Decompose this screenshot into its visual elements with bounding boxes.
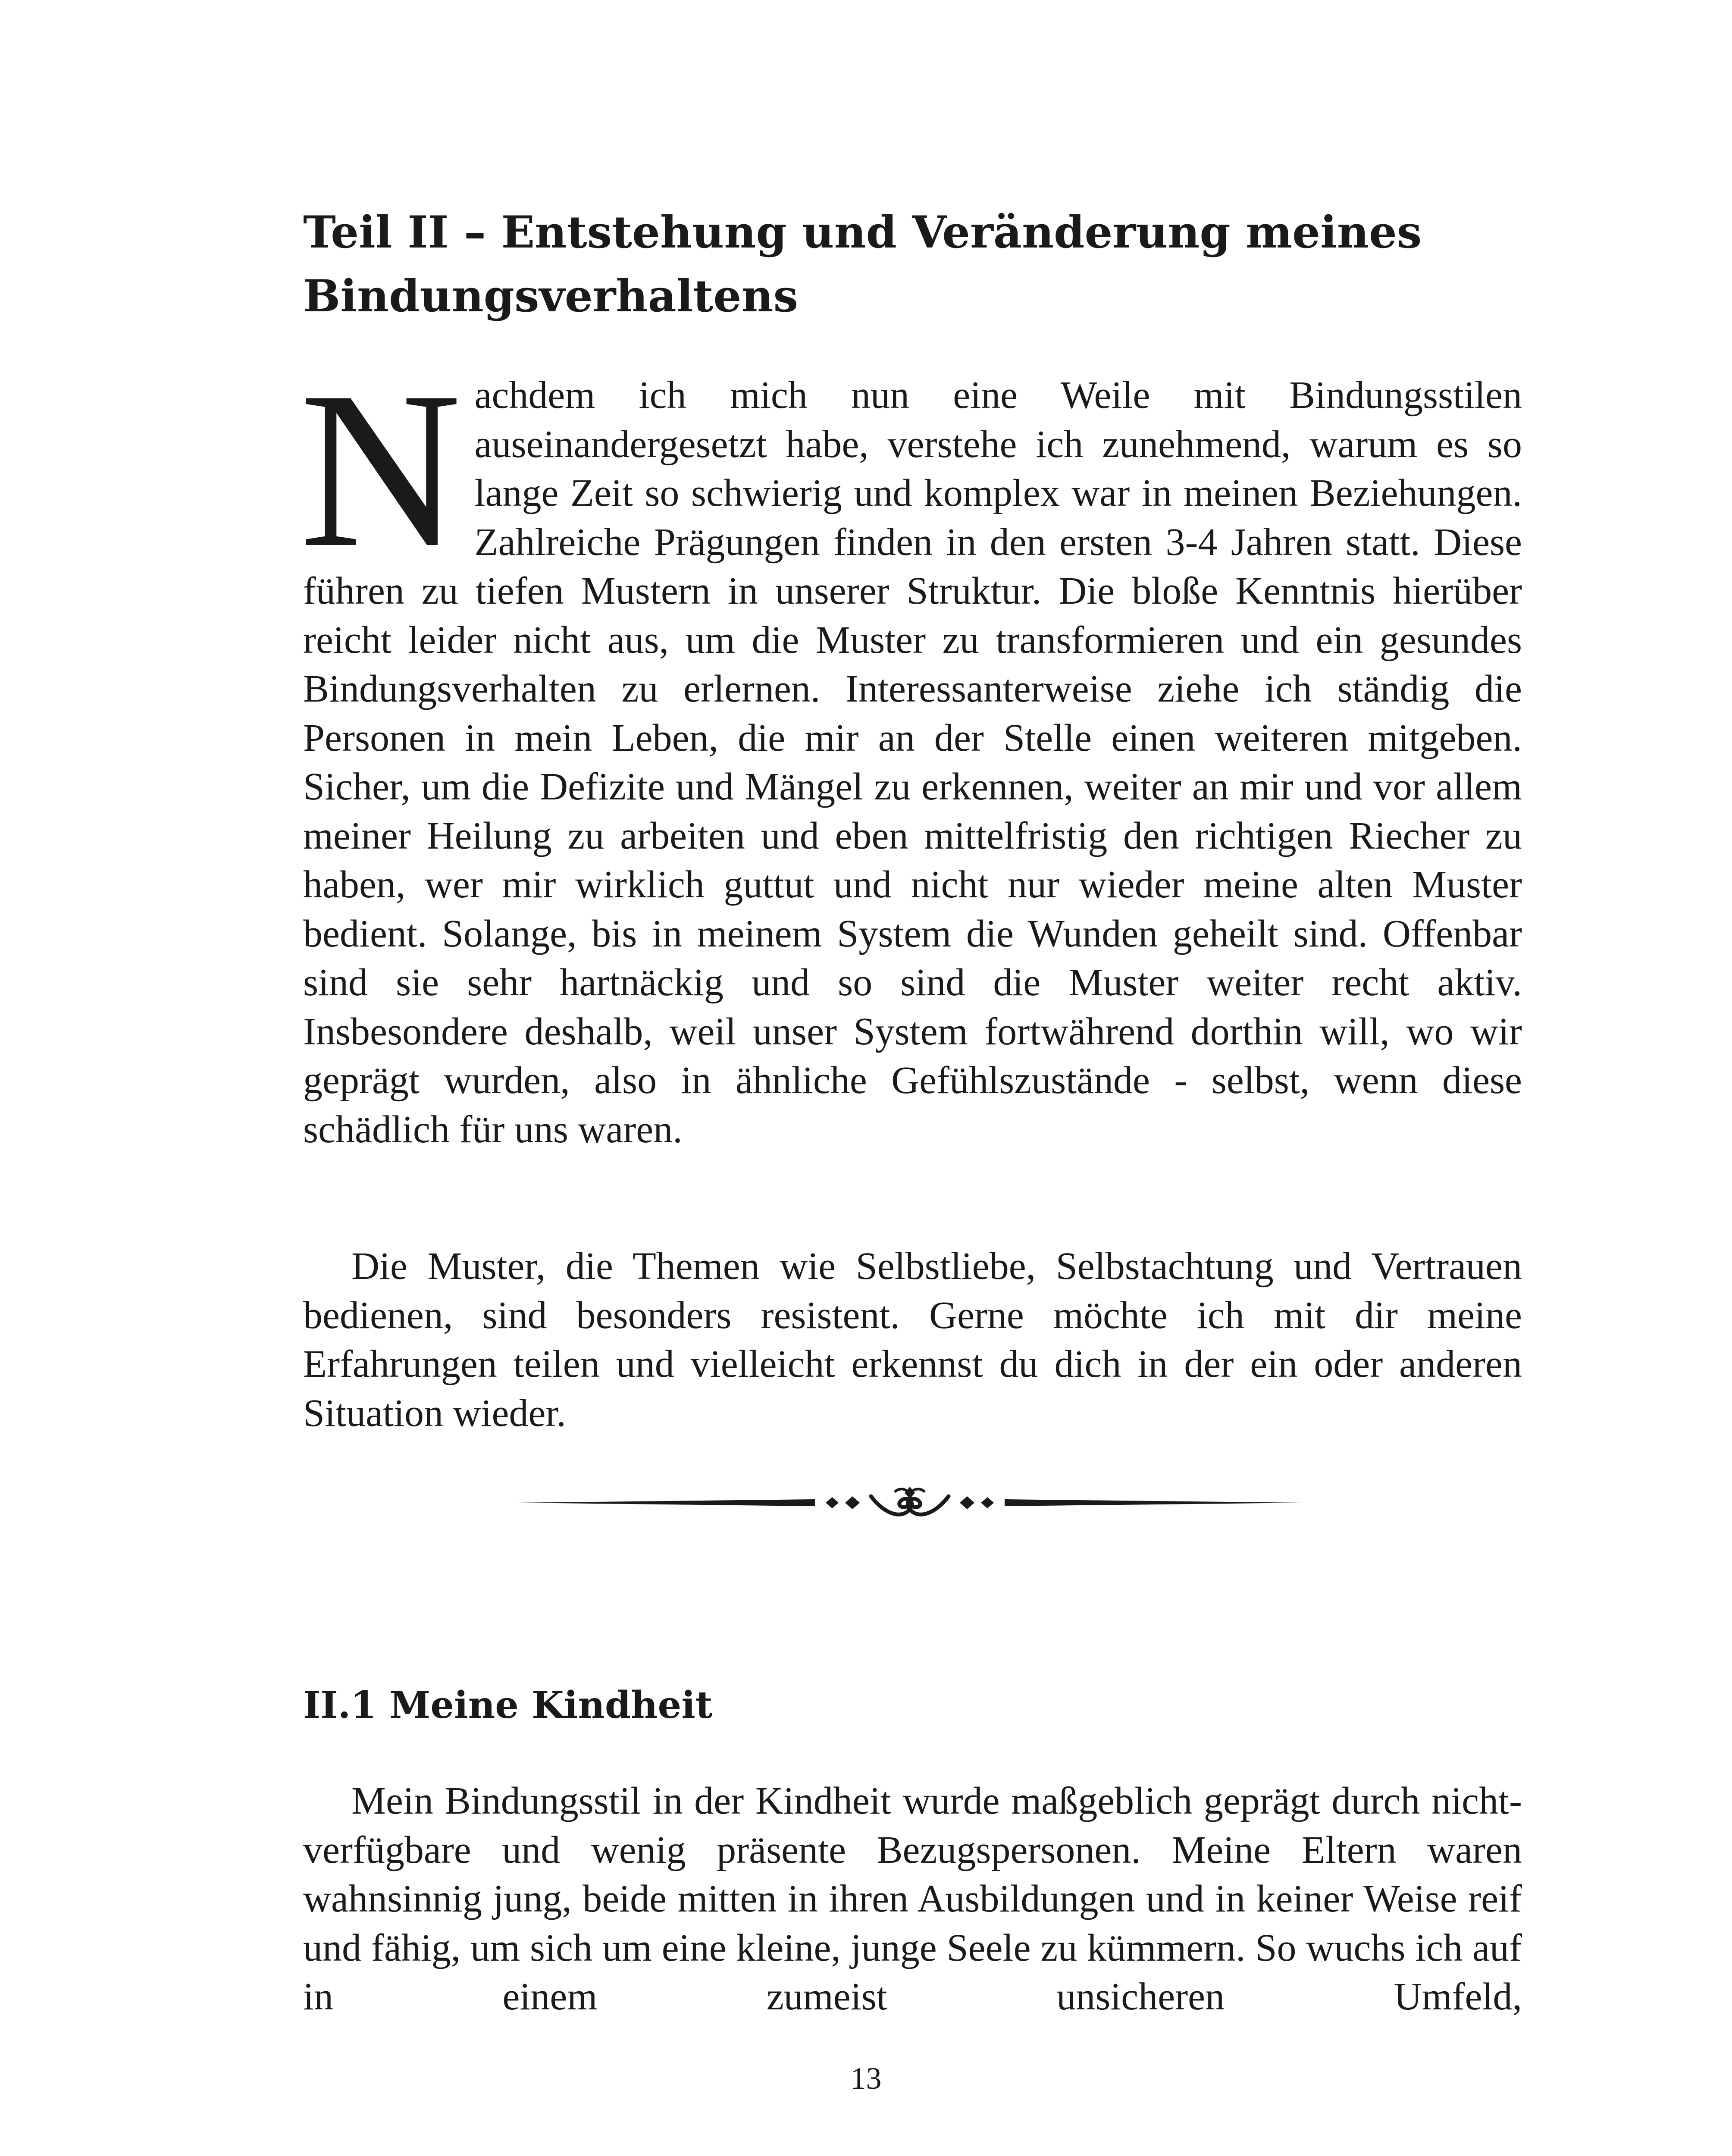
section-heading: II.1 Meine Kindheit <box>303 1683 713 1727</box>
intro-paragraph-1-text: achdem ich mich nun eine Weile mit Bindungsstilen auseinandergesetzt habe, verstehe ich zunehmend, warum es so lange Zeit so schwierig und komplex war in meinen Beziehungen. Zahlreiche Prägungen finden in den ersten 3-4 Jahren statt. Diese führen zu tiefen Mustern in unserer Struktur. Die bloße Kenntnis hierüber reicht leider nicht aus, um die Muster zu transformieren und ein gesundes Bindungsverhalten zu erlernen. Interessanterweise ziehe ich ständig die Personen in mein Leben, die mir an der Stelle einen weiteren mitgeben. Sicher, um die Defizite und Mängel zu erkennen, weiter an mir und vor allem meiner Heilung zu arbeiten und eben mittelfristig den richtigen Riecher zu haben, wer mir wirklich guttut und nicht nur wieder meine alten Muster bedient. Solange, bis in meinem System die Wunden geheilt sind. Offenbar sind sie sehr hartnäckig und so sind die Muster weiter recht aktiv. Insbesondere deshalb, weil unser System fortwährend dorthin will, wo wir geprägt wurden, also in ähnliche Gefühlszustände - selbst, wenn diese schädlich für uns waren. <box>303 374 1522 1151</box>
intro-paragraph-1 <box>300 346 1522 1154</box>
drop-cap: N <box>300 346 462 594</box>
intro-paragraph-2: Die Muster, die Themen wie Selbstliebe, Selbstachtung und Vertrauen bedienen, sind besonders resistent. Gerne möchte ich mit dir meine Erfahrungen teilen und vielleicht erkennst du dich in der ein oder anderen Situation wieder. <box>303 1245 1522 1435</box>
chapter-title: Teil II – Entstehung und Veränderung meines Bindungsverhaltens <box>303 207 1422 322</box>
page-number: 13 <box>850 2061 882 2096</box>
section-paragraph: Mein Bindungsstil in der Kindheit wurde maßgeblich geprägt durch nicht-verfügbare und wenig präsente Bezugspersonen. Meine Eltern waren wahnsinnig jung, beide mitten in ihren Ausbildungen und in keiner Weise reif und fähig, um sich um eine kleine, junge Seele zu kümmern. So wuchs ich auf in einem zumeist unsicheren Umfeld, <box>303 1780 1522 2018</box>
flourish-divider-icon <box>517 1479 1302 1526</box>
